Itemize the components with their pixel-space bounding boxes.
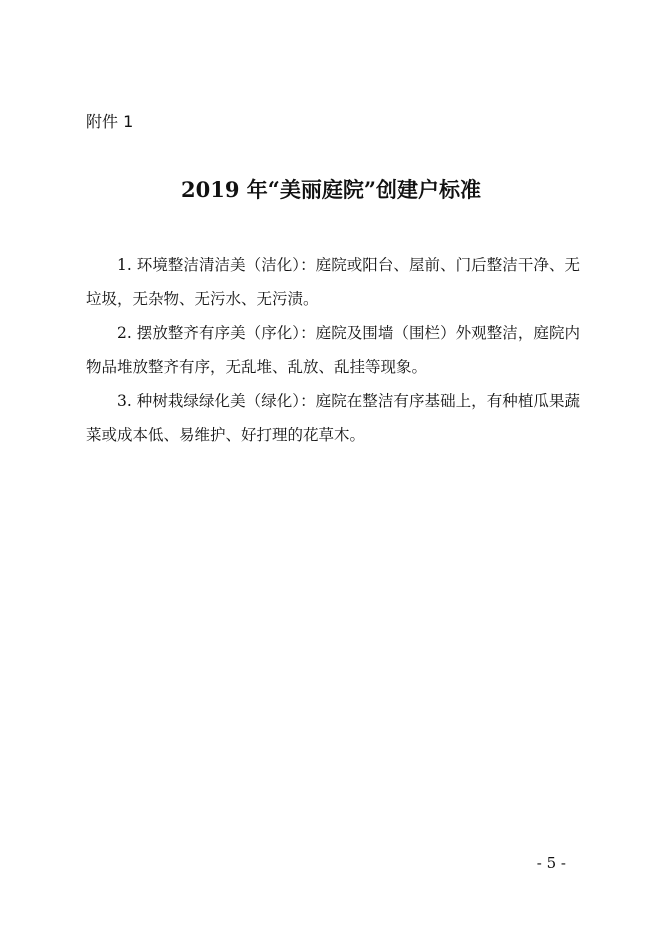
standard-item-greening: 3. 种树栽绿绿化美（绿化）：庭院在整洁有序基础上，有种植瓜果蔬菜或成本低、易维护、好打理的花草木。 [86, 392, 580, 444]
page-number: - 5 - [536, 854, 566, 872]
standard-item-cleanliness: 1. 环境整洁清洁美（洁化）：庭院或阳台、屋前、门后整洁干净、无垃圾，无杂物、无污水、无污渍。 [86, 256, 580, 308]
attachment-label: 附件 1 [86, 112, 134, 131]
standard-item-orderliness: 2. 摆放整齐有序美（序化）：庭院及围墙（围栏）外观整洁，庭院内物品堆放整齐有序，无乱堆、乱放、乱挂等现象。 [86, 324, 580, 376]
document-body [86, 248, 580, 452]
document-title: 2019 年“美丽庭院”创建户标准 [181, 177, 481, 202]
